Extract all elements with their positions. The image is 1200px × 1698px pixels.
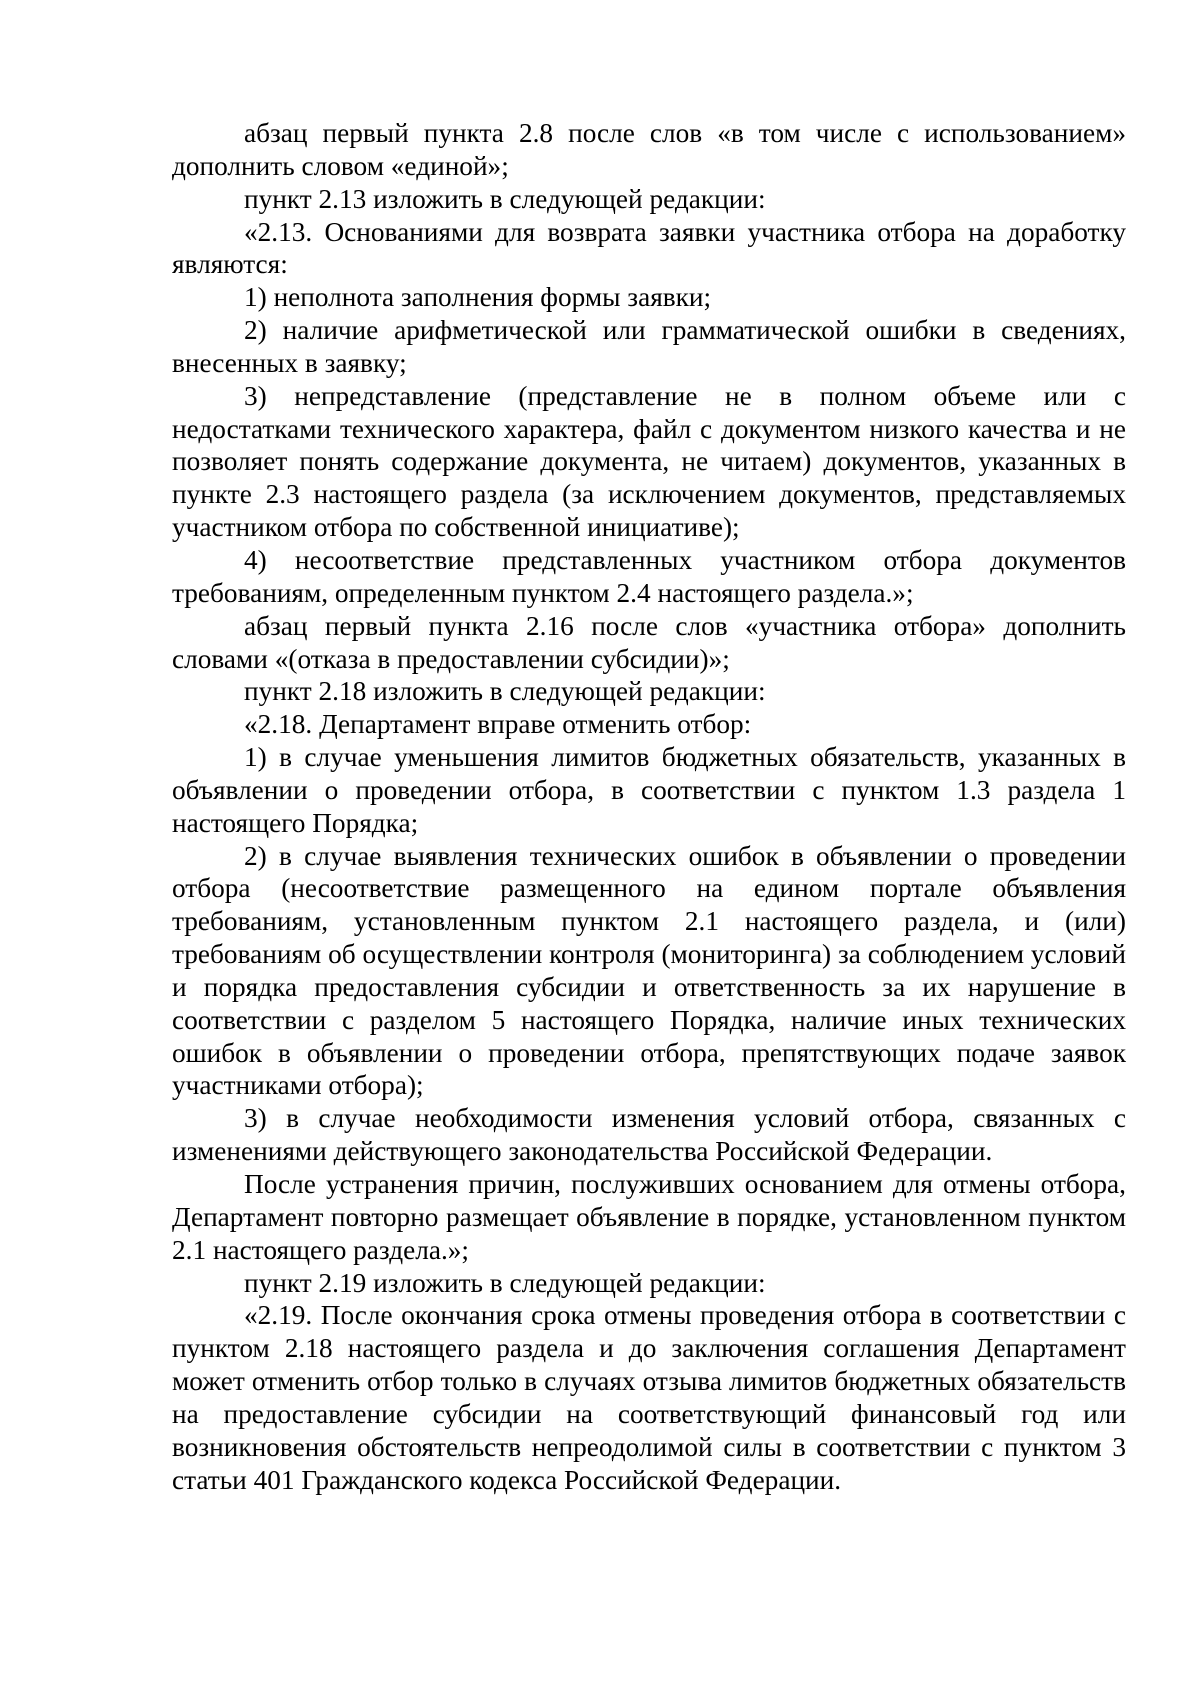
- paragraph: «2.13. Основаниями для возврата заявки участника отбора на доработку являются:: [172, 216, 1126, 280]
- paragraph: «2.19. После окончания срока отмены проведения отбора в соответствии с пунктом 2.18 настоящего раздела и до заключения соглашения Департамент может отменить отбор только в случаях отзыва лимитов бюджетных обязательств на предоставление субсидии на соответствующий финансовый год или возникновения обстоятельств непреодолимой силы в соответствии с пунктом 3 статьи 401 Гражданского кодекса Российской Федерации.: [172, 1300, 1126, 1495]
- paragraph: 3) непредставление (представление не в полном объеме или с недостатками технического характера, файл с документом низкого качества и не позволяет понять содержание документа, не читаем) документов, указанных в пункте 2.3 настоящего раздела (за исключением документов, представляемых участником отбора по собственной инициативе);: [172, 380, 1126, 543]
- document-body: [172, 117, 1126, 1496]
- paragraph: 1) в случае уменьшения лимитов бюджетных обязательств, указанных в объявлении о проведении отбора, в соответствии с пунктом 1.3 раздела 1 настоящего Порядка;: [172, 742, 1126, 838]
- paragraph: 2) наличие арифметической или грамматической ошибки в сведениях, внесенных в заявку;: [172, 315, 1126, 378]
- paragraph: пункт 2.18 изложить в следующей редакции:: [244, 676, 766, 707]
- paragraph: 3) в случае необходимости изменения условий отбора, связанных с изменениями действующего законодательства Российской Федерации.: [172, 1103, 1126, 1167]
- paragraph: абзац первый пункта 2.8 после слов «в том числе с использованием» дополнить словом «единой»;: [172, 118, 1126, 181]
- paragraph: После устранения причин, послуживших основанием для отмены отбора, Департамент повторно размещает объявление в порядке, установленном пунктом 2.1 настоящего раздела.»;: [172, 1169, 1126, 1265]
- paragraph: 4) несоответствие представленных участником отбора документов требованиям, определенным пунктом 2.4 настоящего раздела.»;: [172, 544, 1126, 608]
- paragraph: пункт 2.13 изложить в следующей редакции:: [244, 183, 766, 214]
- paragraph: «2.18. Департамент вправе отменить отбор:: [244, 709, 752, 740]
- paragraph: абзац первый пункта 2.16 после слов «участника отбора» дополнить словами «(отказа в предоставлении субсидии)»;: [172, 610, 1126, 674]
- paragraph: 1) неполнота заполнения формы заявки;: [244, 282, 712, 313]
- paragraph: пункт 2.19 изложить в следующей редакции:: [244, 1267, 766, 1298]
- paragraph: 2) в случае выявления технических ошибок в объявлении о проведении отбора (несоответствие размещенного на едином портале объявления требованиям, установленным пунктом 2.1 настоящего раздела, и (или) требованиям об осуществлении контроля (мониторинга) за соблюдением условий и порядка предоставления субсидии и ответственность за их нарушение в соответствии с разделом 5 настоящего Порядка, наличие иных технических ошибок в объявлении о проведении отбора, препятствующих подаче заявок участниками отбора);: [172, 840, 1126, 1101]
